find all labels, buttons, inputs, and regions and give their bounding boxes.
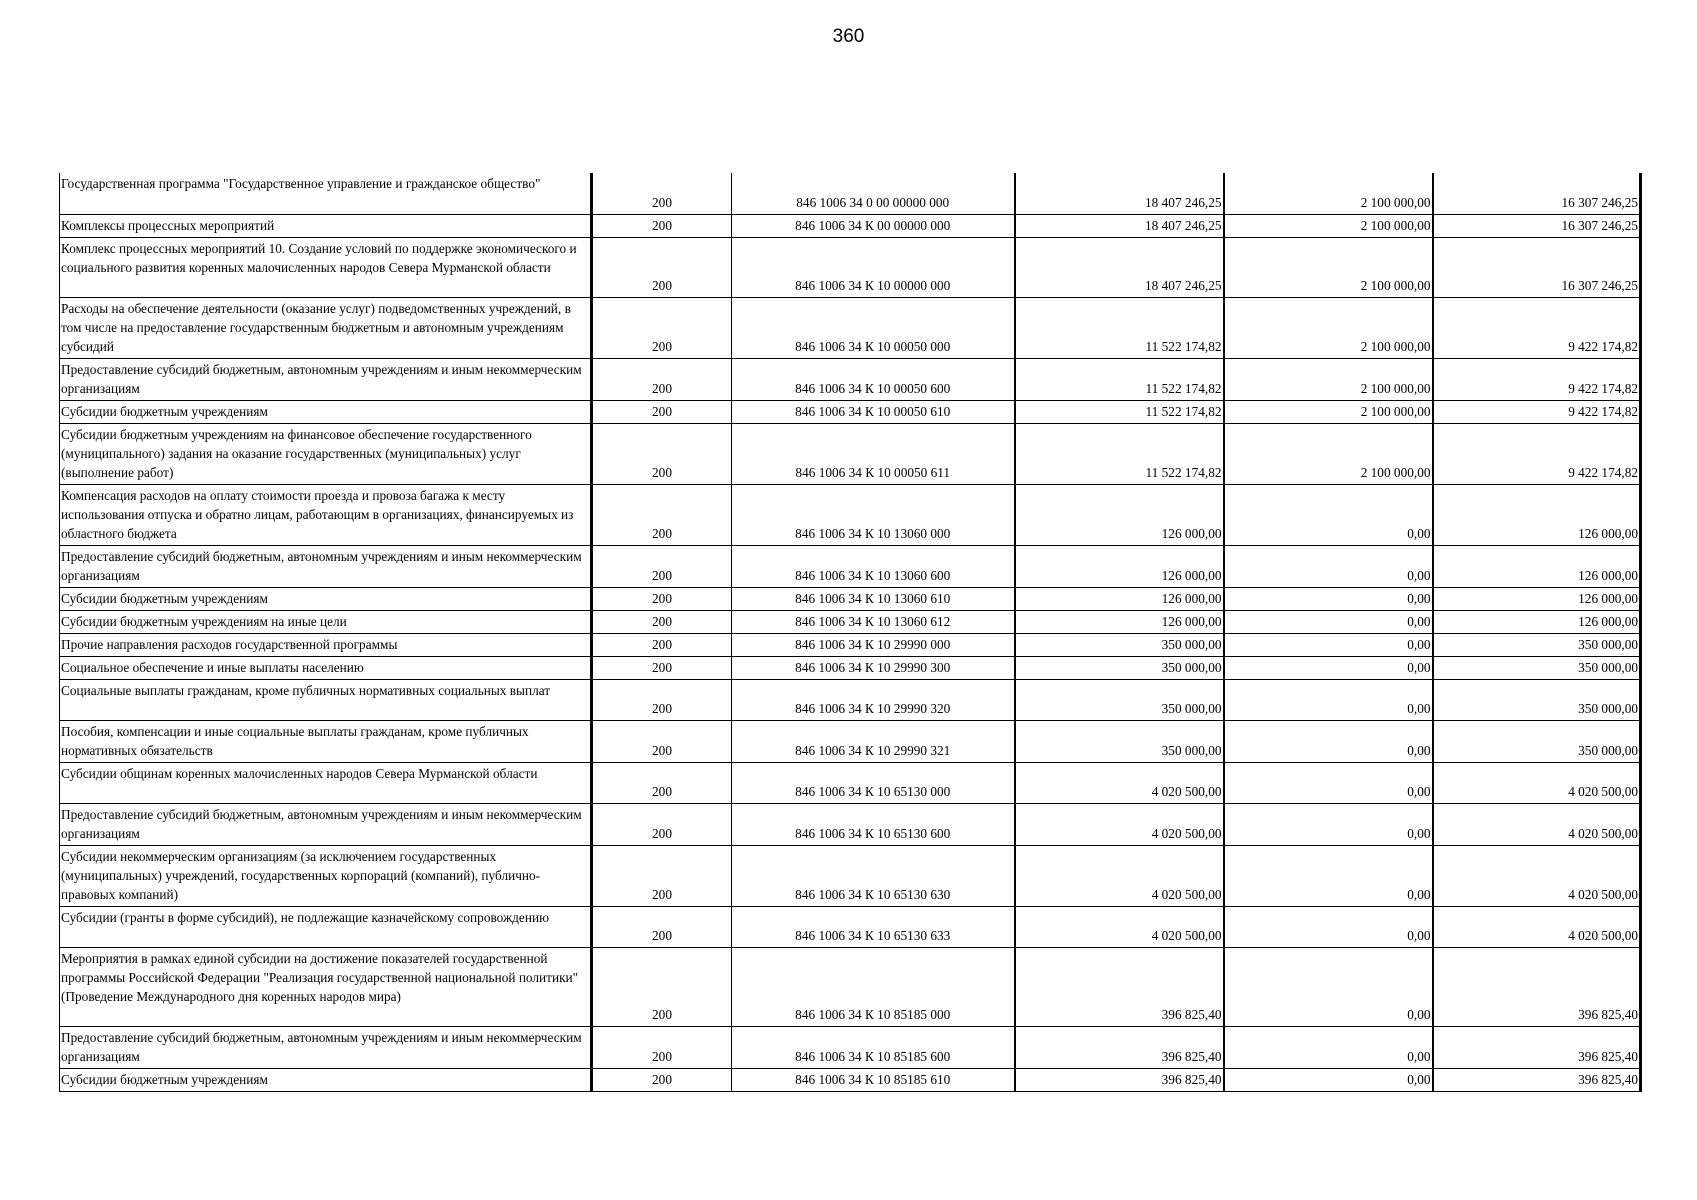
row-amount: 350 000,00 [1161,659,1222,675]
row-amount-cell [1015,803,1224,845]
row-result: 126 000,00 [1578,613,1638,629]
row-name: Субсидии бюджетным учреждениям на иные цели [61,613,347,629]
table-row [60,214,1641,237]
row-name: Мероприятия в рамках единой субсидии на достижение показателей государственной программы Российской Федерации "Реализация государственной национальной политики" (Проведение Международного дня коренных народов мира) [61,950,579,1004]
row-kbk-cell [732,906,1015,947]
row-kbk: 846 1006 34 К 10 29990 321 [795,742,951,758]
row-code: 200 [652,927,672,943]
row-kbk-cell [732,173,1015,214]
row-kbk: 846 1006 34 К 10 29990 320 [795,700,951,716]
row-change: 0,00 [1407,1048,1431,1064]
table-row [60,610,1641,633]
row-kbk-cell [732,947,1015,1026]
row-change-cell [1224,1026,1433,1068]
row-result: 16 307 246,25 [1561,194,1638,210]
row-name-cell [60,633,592,656]
row-code: 200 [652,590,672,606]
row-amount: 18 407 246,25 [1145,277,1222,293]
row-code-cell [592,947,732,1026]
row-change-cell [1224,484,1433,545]
row-amount-cell [1015,484,1224,545]
row-kbk: 846 1006 34 К 10 65130 630 [795,886,951,902]
row-kbk-cell [732,845,1015,906]
row-result-cell [1433,610,1641,633]
row-amount: 11 522 174,82 [1145,338,1222,354]
row-amount-cell [1015,720,1224,762]
row-code: 200 [652,338,672,354]
row-change: 0,00 [1407,783,1431,799]
row-result: 16 307 246,25 [1561,277,1638,293]
row-name-cell [60,1026,592,1068]
row-result: 350 000,00 [1578,659,1638,675]
table-row [60,656,1641,679]
row-change-cell [1224,610,1433,633]
row-code: 200 [652,380,672,396]
row-change: 2 100 000,00 [1360,380,1431,396]
row-code-cell [592,587,732,610]
row-amount: 396 825,40 [1161,1048,1222,1064]
row-name-cell [60,297,592,358]
row-name: Предоставление субсидий бюджетным, автономным учреждениям и иным некоммерческим организациям [61,806,582,841]
row-code: 200 [652,613,672,629]
row-kbk: 846 1006 34 К 10 13060 600 [795,567,951,583]
row-change-cell [1224,803,1433,845]
row-name-cell [60,237,592,297]
row-change-cell [1224,173,1433,214]
row-result-cell [1433,237,1641,297]
row-kbk-cell [732,358,1015,400]
row-kbk: 846 1006 34 К 10 85185 000 [795,1006,951,1022]
row-name-cell [60,845,592,906]
row-name: Комплексы процессных мероприятий [61,217,275,233]
row-change: 0,00 [1407,825,1431,841]
row-amount: 18 407 246,25 [1145,194,1222,210]
row-name: Расходы на обеспечение деятельности (оказание услуг) подведомственных учреждений, в том числе на предоставление государственным бюджетным и автономным учреждениям субсидий [61,300,571,354]
row-kbk: 846 1006 34 К 10 65130 000 [795,783,951,799]
table-row [60,358,1641,400]
row-result-cell [1433,358,1641,400]
row-code: 200 [652,886,672,902]
row-code-cell [592,173,732,214]
row-change: 0,00 [1407,659,1431,675]
row-result-cell [1433,656,1641,679]
row-kbk: 846 1006 34 К 10 65130 633 [795,927,951,943]
row-result-cell [1433,947,1641,1026]
row-code-cell [592,297,732,358]
row-name-cell [60,1068,592,1091]
row-change-cell [1224,679,1433,720]
row-change-cell [1224,358,1433,400]
row-result-cell [1433,679,1641,720]
row-amount: 4 020 500,00 [1151,886,1222,902]
row-kbk: 846 1006 34 К 10 85185 610 [795,1071,951,1087]
row-amount-cell [1015,423,1224,484]
row-kbk-cell [732,545,1015,587]
row-change: 0,00 [1407,567,1431,583]
row-change: 2 100 000,00 [1360,217,1431,233]
row-code-cell [592,1068,732,1091]
row-change-cell [1224,656,1433,679]
row-kbk-cell [732,656,1015,679]
row-change: 0,00 [1407,613,1431,629]
row-code-cell [592,545,732,587]
row-change: 0,00 [1407,700,1431,716]
row-code: 200 [652,277,672,293]
row-name: Прочие направления расходов государственной программы [61,636,398,652]
row-result-cell [1433,720,1641,762]
row-kbk: 846 1006 34 К 10 29990 300 [795,659,951,675]
row-change-cell [1224,423,1433,484]
row-change-cell [1224,400,1433,423]
row-amount-cell [1015,297,1224,358]
row-kbk: 846 1006 34 К 10 00050 000 [795,338,951,354]
row-name-cell [60,358,592,400]
row-kbk-cell [732,762,1015,803]
row-code-cell [592,656,732,679]
row-name: Государственная программа "Государственное управление и гражданское общество" [61,176,541,191]
row-code-cell [592,484,732,545]
row-kbk-cell [732,720,1015,762]
row-result-cell [1433,400,1641,423]
row-amount-cell [1015,400,1224,423]
row-change: 2 100 000,00 [1360,464,1431,480]
row-change-cell [1224,587,1433,610]
row-name: Предоставление субсидий бюджетным, автономным учреждениям и иным некоммерческим организациям [61,548,582,583]
row-kbk: 846 1006 34 К 10 65130 600 [795,825,951,841]
row-change: 0,00 [1407,1071,1431,1087]
table-row [60,906,1641,947]
row-result: 350 000,00 [1578,636,1638,652]
row-name: Компенсация расходов на оплату стоимости проезда и провоза багажа к месту использования отпуска и обратно лицам, работающим в организациях, финансируемых из областного бюджета [61,487,574,541]
row-name: Социальное обеспечение и иные выплаты населению [61,659,364,675]
row-result: 9 422 174,82 [1568,403,1638,419]
row-kbk: 846 1006 34 К 10 13060 612 [795,613,951,629]
table-row [60,237,1641,297]
row-kbk-cell [732,679,1015,720]
row-name: Социальные выплаты гражданам, кроме публичных нормативных социальных выплат [61,682,551,698]
row-result-cell [1433,633,1641,656]
row-amount: 126 000,00 [1161,525,1222,541]
row-code: 200 [652,825,672,841]
row-result: 16 307 246,25 [1561,217,1638,233]
row-kbk-cell [732,1068,1015,1091]
row-result-cell [1433,906,1641,947]
row-code-cell [592,358,732,400]
table-row [60,545,1641,587]
row-amount: 4 020 500,00 [1151,825,1222,841]
row-change-cell [1224,906,1433,947]
row-code: 200 [652,567,672,583]
row-change-cell [1224,845,1433,906]
row-change-cell [1224,762,1433,803]
row-result: 350 000,00 [1578,742,1638,758]
row-amount-cell [1015,633,1224,656]
table-row [60,423,1641,484]
row-change: 0,00 [1407,927,1431,943]
row-kbk: 846 1006 34 К 10 85185 600 [795,1048,951,1064]
row-name: Субсидии бюджетным учреждениям на финансовое обеспечение государственного (муниципального) задания на оказание государственных (муниципальных) услуг (выполнение работ) [61,426,532,480]
row-change-cell [1224,297,1433,358]
table-row [60,1026,1641,1068]
row-result: 396 825,40 [1578,1006,1638,1022]
row-code-cell [592,803,732,845]
row-kbk-cell [732,297,1015,358]
row-change-cell [1224,633,1433,656]
row-amount-cell [1015,358,1224,400]
row-result-cell [1433,173,1641,214]
row-name: Субсидии некоммерческим организациям (за исключением государственных (муниципальных) учреждений, государственных корпораций (компаний), публично-правовых компаний) [61,848,541,902]
row-name-cell [60,214,592,237]
row-name-cell [60,720,592,762]
row-code-cell [592,423,732,484]
row-change-cell [1224,947,1433,1026]
row-amount-cell [1015,947,1224,1026]
row-amount-cell [1015,610,1224,633]
row-kbk-cell [732,484,1015,545]
row-name: Субсидии бюджетным учреждениям [61,590,268,606]
row-code: 200 [652,742,672,758]
row-result: 396 825,40 [1578,1071,1638,1087]
row-amount: 11 522 174,82 [1145,464,1222,480]
row-result: 126 000,00 [1578,525,1638,541]
row-amount: 18 407 246,25 [1145,217,1222,233]
row-result: 126 000,00 [1578,567,1638,583]
row-name-cell [60,587,592,610]
row-result-cell [1433,214,1641,237]
row-name-cell [60,545,592,587]
row-result-cell [1433,762,1641,803]
row-amount: 126 000,00 [1161,567,1222,583]
row-code: 200 [652,1006,672,1022]
row-kbk-cell [732,400,1015,423]
row-amount: 11 522 174,82 [1145,403,1222,419]
row-result-cell [1433,587,1641,610]
row-name: Субсидии бюджетным учреждениям [61,403,268,419]
row-code-cell [592,720,732,762]
budget-table [59,173,1642,1092]
row-code: 200 [652,403,672,419]
row-code: 200 [652,700,672,716]
row-code: 200 [652,1071,672,1087]
row-change-cell [1224,1068,1433,1091]
row-kbk: 846 1006 34 К 00 00000 000 [795,217,951,233]
row-name-cell [60,484,592,545]
table-row [60,400,1641,423]
row-name-cell [60,423,592,484]
table-row [60,947,1641,1026]
row-amount: 4 020 500,00 [1151,783,1222,799]
row-name-cell [60,947,592,1026]
row-amount-cell [1015,679,1224,720]
table-row [60,484,1641,545]
row-code-cell [592,762,732,803]
row-result-cell [1433,484,1641,545]
row-amount: 11 522 174,82 [1145,380,1222,396]
row-change: 0,00 [1407,742,1431,758]
row-code: 200 [652,217,672,233]
row-kbk-cell [732,587,1015,610]
row-change: 2 100 000,00 [1360,194,1431,210]
row-code: 200 [652,525,672,541]
row-kbk-cell [732,633,1015,656]
row-code-cell [592,633,732,656]
row-result-cell [1433,1068,1641,1091]
row-code-cell [592,610,732,633]
row-name-cell [60,906,592,947]
row-amount-cell [1015,656,1224,679]
row-result: 9 422 174,82 [1568,464,1638,480]
row-code: 200 [652,783,672,799]
row-name-cell [60,610,592,633]
row-result: 9 422 174,82 [1568,338,1638,354]
row-kbk-cell [732,214,1015,237]
row-kbk-cell [732,610,1015,633]
row-name: Субсидии (гранты в форме субсидий), не подлежащие казначейскому сопровождению [61,909,549,925]
row-change: 2 100 000,00 [1360,338,1431,354]
row-amount-cell [1015,845,1224,906]
row-amount-cell [1015,173,1224,214]
row-code-cell [592,214,732,237]
row-result: 4 020 500,00 [1568,886,1638,902]
table-row [60,1068,1641,1091]
row-result: 4 020 500,00 [1568,927,1638,943]
row-name: Комплекс процессных мероприятий 10. Создание условий по поддержке экономического и социального развития коренных малочисленных народов Севера Мурманской области [61,240,577,275]
row-amount: 396 825,40 [1161,1006,1222,1022]
row-amount-cell [1015,906,1224,947]
row-result: 9 422 174,82 [1568,380,1638,396]
row-result: 350 000,00 [1578,700,1638,716]
table-row [60,297,1641,358]
row-change: 0,00 [1407,1006,1431,1022]
row-code-cell [592,679,732,720]
row-change-cell [1224,545,1433,587]
row-kbk-cell [732,803,1015,845]
table-row [60,845,1641,906]
row-kbk: 846 1006 34 К 10 00050 611 [795,464,951,480]
row-name-cell [60,400,592,423]
table-row [60,803,1641,845]
row-code-cell [592,400,732,423]
row-amount: 350 000,00 [1161,636,1222,652]
row-change-cell [1224,214,1433,237]
table-row [60,587,1641,610]
row-amount-cell [1015,237,1224,297]
table-row [60,633,1641,656]
row-result-cell [1433,1026,1641,1068]
row-name-cell [60,803,592,845]
row-result-cell [1433,545,1641,587]
row-name-cell [60,656,592,679]
row-kbk: 846 1006 34 0 00 00000 000 [796,194,950,210]
row-code: 200 [652,1048,672,1064]
row-kbk-cell [732,237,1015,297]
row-name-cell [60,679,592,720]
row-name: Пособия, компенсации и иные социальные выплаты гражданам, кроме публичных нормативных обязательств [61,723,529,758]
row-kbk: 846 1006 34 К 10 13060 610 [795,590,951,606]
row-change: 0,00 [1407,590,1431,606]
row-code-cell [592,1026,732,1068]
row-result: 126 000,00 [1578,590,1638,606]
row-name: Предоставление субсидий бюджетным, автономным учреждениям и иным некоммерческим организациям [61,1029,582,1064]
row-kbk: 846 1006 34 К 10 00050 600 [795,380,951,396]
row-name-cell [60,762,592,803]
row-change: 0,00 [1407,886,1431,902]
row-change-cell [1224,720,1433,762]
row-name: Предоставление субсидий бюджетным, автономным учреждениям и иным некоммерческим организациям [61,361,582,396]
row-result: 4 020 500,00 [1568,783,1638,799]
row-amount: 350 000,00 [1161,700,1222,716]
table-row [60,679,1641,720]
table-row [60,173,1641,214]
row-name: Субсидии бюджетным учреждениям [61,1071,268,1087]
row-amount: 126 000,00 [1161,613,1222,629]
row-kbk: 846 1006 34 К 10 29990 000 [795,636,951,652]
row-result-cell [1433,423,1641,484]
row-amount-cell [1015,762,1224,803]
row-amount-cell [1015,545,1224,587]
row-code: 200 [652,636,672,652]
budget-table-body [60,173,1641,1091]
row-change: 2 100 000,00 [1360,277,1431,293]
row-amount: 396 825,40 [1161,1071,1222,1087]
row-name: Субсидии общинам коренных малочисленных народов Севера Мурманской области [61,765,538,781]
table-row [60,762,1641,803]
row-name-cell [60,173,592,214]
row-code-cell [592,237,732,297]
row-result-cell [1433,297,1641,358]
row-code-cell [592,906,732,947]
row-kbk: 846 1006 34 К 10 00050 610 [795,403,951,419]
row-kbk-cell [732,423,1015,484]
table-row [60,720,1641,762]
row-amount-cell [1015,1026,1224,1068]
row-amount-cell [1015,1068,1224,1091]
row-change-cell [1224,237,1433,297]
row-code: 200 [652,464,672,480]
row-result-cell [1433,803,1641,845]
row-change: 0,00 [1407,525,1431,541]
row-result: 396 825,40 [1578,1048,1638,1064]
row-change: 2 100 000,00 [1360,403,1431,419]
row-amount-cell [1015,214,1224,237]
row-amount: 350 000,00 [1161,742,1222,758]
row-result-cell [1433,845,1641,906]
row-amount-cell [1015,587,1224,610]
row-code: 200 [652,659,672,675]
row-amount: 126 000,00 [1161,590,1222,606]
row-kbk-cell [732,1026,1015,1068]
row-result: 4 020 500,00 [1568,825,1638,841]
row-code: 200 [652,194,672,210]
row-change: 0,00 [1407,636,1431,652]
row-kbk: 846 1006 34 К 10 13060 000 [795,525,951,541]
row-amount: 4 020 500,00 [1151,927,1222,943]
row-kbk: 846 1006 34 К 10 00000 000 [795,277,951,293]
page-number: 360 [832,26,865,47]
row-code-cell [592,845,732,906]
